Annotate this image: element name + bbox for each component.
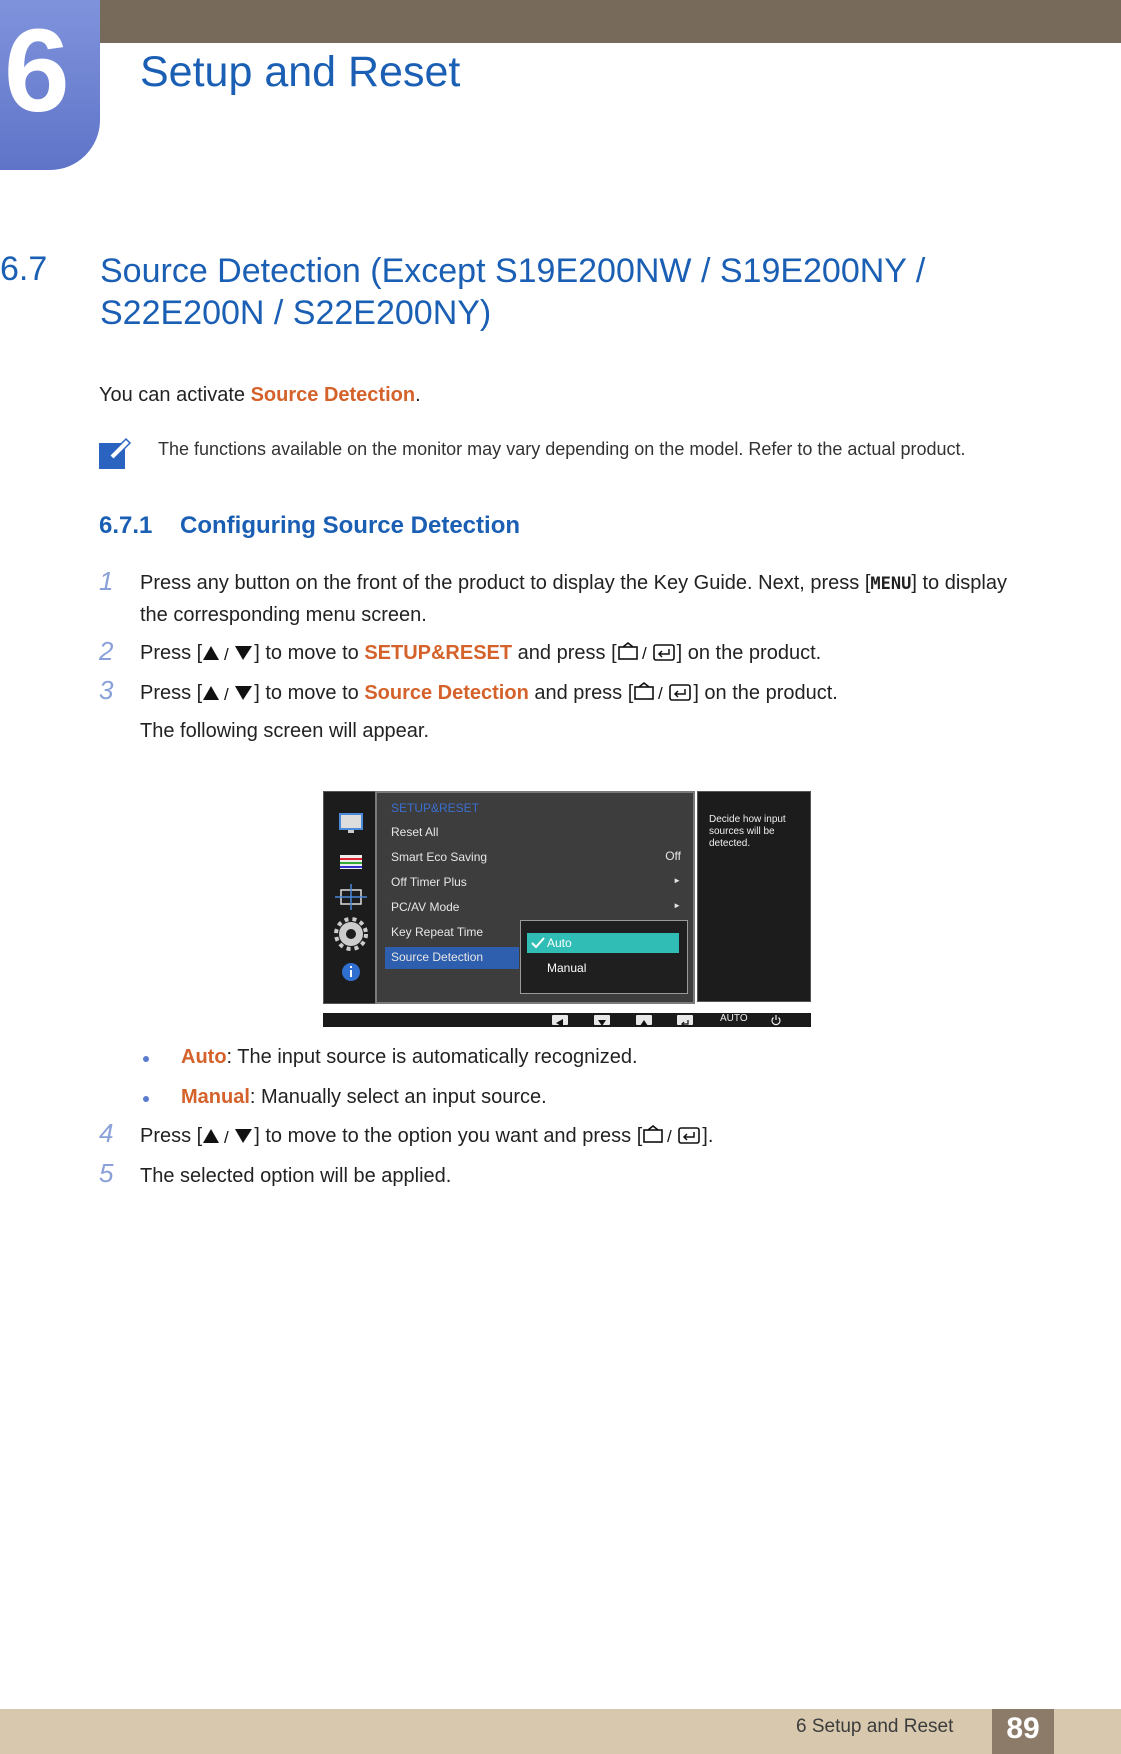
osd-help-panel [697,791,811,1002]
enter-key [677,1015,693,1025]
step-2-a: Press [ [140,642,203,664]
osd-help-text: Decide how input sources will be detected. [709,814,786,849]
bullet-auto-text: : The input source is automatically recognized. [226,1046,638,1068]
svg-text:/: / [224,1128,229,1145]
setup-gear-icon [336,919,366,949]
down-key [594,1015,610,1025]
step-4-c: ]. [702,1125,714,1147]
size-position-icon [335,884,367,910]
svg-text:/: / [667,1127,672,1145]
submenu-arrow-icon: ► [673,876,681,885]
menu-key: MENU [870,574,912,594]
osd-item-pc-av-mode[interactable]: PC/AV Mode [391,900,460,914]
step-3-b: ] to move to [254,682,365,704]
up-key [636,1015,652,1025]
bullet-dot [143,1096,149,1102]
step-5-text: The selected option will be applied. [140,1165,452,1187]
bullet-manual-term: Manual [181,1086,250,1108]
step-3-a: Press [ [140,682,203,704]
step-number: 1 [99,566,114,596]
footer-label: 6 Setup and Reset [796,1716,954,1737]
step-1-b: ] to display the corresponding menu screen. [140,572,1007,626]
chapter-title: Setup and Reset [140,48,461,96]
intro-suffix: . [415,384,421,406]
svg-text:/: / [641,644,647,662]
left-key [552,1015,568,1025]
source-enter-icon [617,642,677,662]
source-enter-icon [642,1125,702,1145]
subsection-number: 6.7.1 [99,512,153,539]
osd-item-off-timer-plus[interactable]: Off Timer Plus [391,875,467,889]
osd-smart-eco-value: Off [665,849,681,863]
step-3-d: ] on the product. [693,682,838,704]
step-3-highlight: Source Detection [364,682,529,704]
step-1-a: Press any button on the front of the product to display the Key Guide. Next, press [ [140,572,871,594]
note-text: The functions available on the monitor may vary depending on the model. Refer to the actual product. [158,439,966,459]
svg-text:/: / [224,645,229,662]
color-icon [340,855,362,869]
up-down-arrows-icon [202,1127,254,1145]
top-bar [0,0,1121,43]
intro-prefix: You can activate [99,384,251,406]
intro-highlight: Source Detection [250,384,416,406]
osd-menu-header: SETUP&RESET [391,801,480,815]
up-down-arrows-icon [202,644,254,662]
osd-sidebar-icons [324,792,376,1003]
step-4-b: ] to move to the option you want and press [ [254,1125,643,1147]
popup-option-manual[interactable]: Manual [547,961,587,975]
osd-key-guide [323,1013,811,1027]
osd-item-smart-eco-saving[interactable]: Smart Eco Saving [391,850,488,864]
checkmark-icon [531,937,545,949]
osd-source-detection-popup [520,920,688,994]
auto-key-label: AUTO [720,1013,748,1024]
osd-screenshot [323,791,811,1027]
source-enter-icon [633,682,693,702]
bullet-auto-term: Auto [181,1046,227,1068]
bullet-manual-text: : Manually select an input source. [249,1086,547,1108]
step-3-c: and press [ [528,682,634,704]
picture-icon [340,814,362,833]
step-2-c: and press [ [512,642,617,664]
page-number: 89 [1006,1712,1040,1745]
osd-sidebar [323,791,377,1004]
step-3-follow: The following screen will appear. [140,720,430,742]
intro-paragraph [99,384,421,407]
chapter-number: 6 [4,5,70,137]
information-icon [342,963,360,981]
step-number: 2 [99,636,114,666]
enter-icon [677,1018,693,1028]
osd-item-source-detection[interactable]: Source Detection [391,950,484,964]
svg-text:/: / [658,684,664,702]
step-1-text [140,568,1040,631]
down-arrow-icon [594,1018,610,1028]
step-3-text [140,678,1040,709]
step-2-highlight: SETUP&RESET [364,642,513,664]
section-title: Source Detection (Except S19E200NW / S19E200NY / S22E200N / S22E200NY) [100,252,926,332]
up-arrow-icon [636,1018,652,1028]
step-2-text [140,638,1040,669]
chapter-tab [0,0,100,170]
osd-item-key-repeat-time[interactable]: Key Repeat Time [391,925,484,939]
up-down-arrows-icon [202,684,254,702]
subsection-title: Configuring Source Detection [180,512,521,539]
step-4-a: Press [ [140,1125,203,1147]
note-pencil-icon [98,437,132,471]
section-number: 6.7 [0,250,48,288]
step-number: 4 [99,1118,114,1148]
bullet-dot [143,1056,149,1062]
osd-item-reset-all[interactable]: Reset All [391,825,439,839]
step-4-text [140,1121,1040,1152]
svg-text:/: / [224,685,229,702]
popup-option-auto[interactable]: Auto [547,936,572,950]
step-2-d: ] on the product. [676,642,822,664]
osd-menu-panel [375,791,695,1004]
submenu-arrow-icon: ► [673,901,681,910]
step-number: 3 [99,675,114,705]
power-icon [770,1014,782,1026]
step-number: 5 [99,1158,114,1188]
bullet-manual [181,1086,547,1109]
bullet-auto [181,1046,638,1069]
step-2-b: ] to move to [254,642,365,664]
left-arrow-icon [552,1018,568,1028]
